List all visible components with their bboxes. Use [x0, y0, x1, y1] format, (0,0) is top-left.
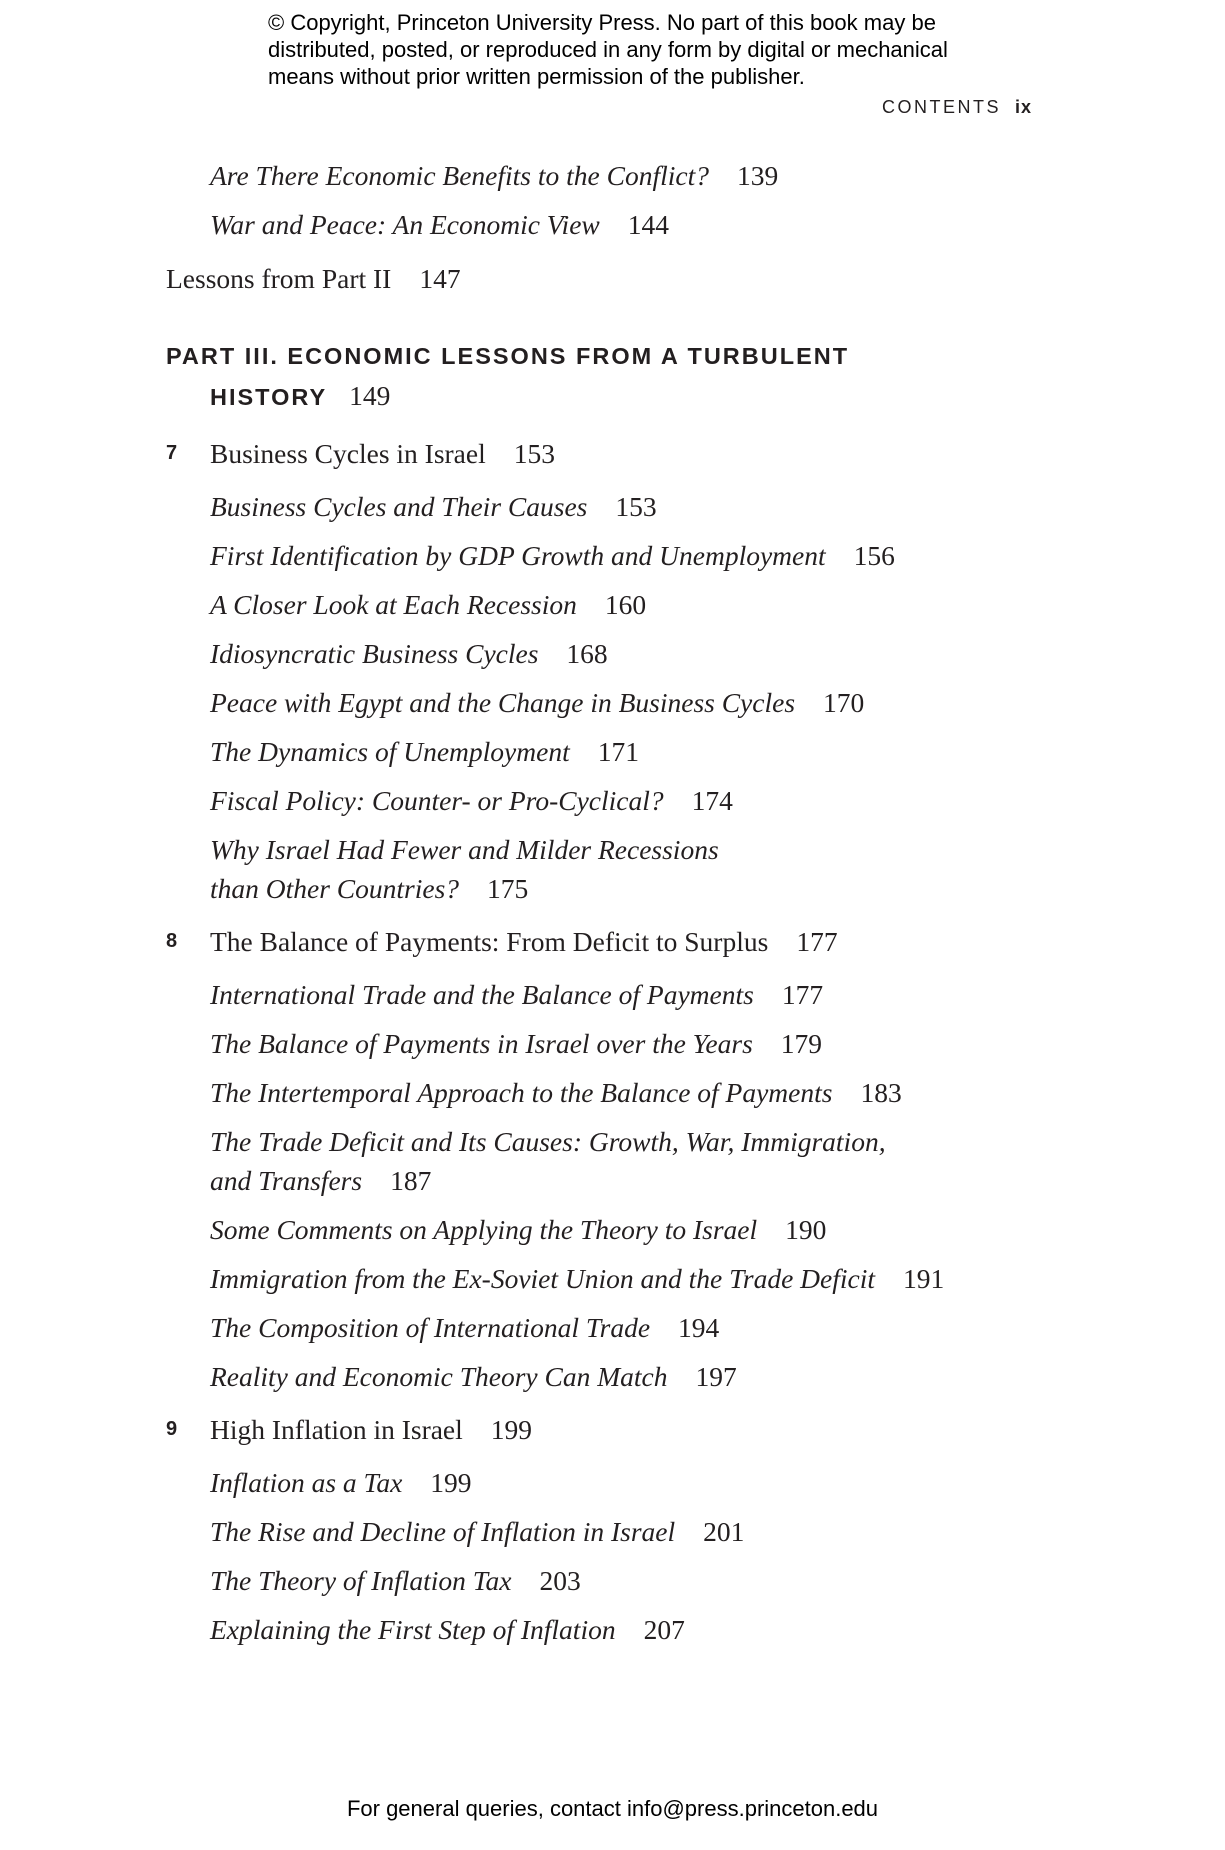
toc-section	[210, 975, 823, 1014]
toc-page-number: 207	[643, 1614, 685, 1645]
part-heading	[166, 337, 849, 417]
running-head	[882, 97, 1032, 118]
toc-section	[210, 781, 733, 820]
toc-section-title: Some Comments on Applying the Theory to Israel	[210, 1214, 758, 1245]
toc-page-number: 160	[604, 589, 647, 620]
toc-section	[210, 732, 639, 771]
toc-section	[210, 1610, 685, 1649]
toc-section	[210, 1073, 902, 1112]
toc-page-number: 187	[390, 1165, 432, 1196]
footer-contact: For general queries, contact info@press.princeton.edu	[346, 1796, 879, 1821]
toc-section	[210, 585, 646, 624]
toc-section-title: The Trade Deficit and Its Causes: Growth, War, Immigration,	[210, 1126, 886, 1157]
toc-section-title: First Identification by GDP Growth and Unemployment	[210, 540, 826, 571]
toc-section	[210, 683, 864, 722]
toc-page-number: 179	[780, 1028, 823, 1059]
toc-page-number: 171	[597, 736, 639, 767]
toc-section-title: Idiosyncratic Business Cycles	[210, 638, 539, 669]
toc-section-title: The Composition of International Trade	[210, 1312, 651, 1343]
chapter-number: 8	[166, 930, 178, 952]
toc-section-title: Reality and Economic Theory Can Match	[210, 1361, 668, 1392]
toc-page-number: 139	[736, 160, 779, 191]
toc-section	[210, 830, 719, 869]
toc-chapter	[210, 434, 555, 473]
toc-page-number: 168	[566, 638, 608, 669]
toc-section-title: War and Peace: An Economic View	[210, 209, 600, 240]
toc-page-number: 144	[627, 209, 669, 240]
toc-section-title: The Balance of Payments in Israel over the Years	[210, 1028, 753, 1059]
chapter-number: 9	[166, 1418, 178, 1440]
toc-page-number: 191	[903, 1263, 945, 1294]
toc-lessons-entry	[166, 259, 461, 298]
toc-section	[210, 1259, 944, 1298]
toc-page-number: 203	[539, 1565, 581, 1596]
toc-section-title: Why Israel Had Fewer and Milder Recessions	[210, 834, 719, 865]
toc-section	[210, 1463, 472, 1502]
toc-section-title: International Trade and the Balance of Payments	[210, 979, 754, 1010]
toc-section	[210, 634, 608, 673]
toc-section-title: Peace with Egypt and the Change in Business Cycles	[210, 687, 796, 718]
page-folio: ix	[1014, 97, 1032, 117]
running-head-title: CONTENTS	[881, 97, 1001, 117]
toc-section	[210, 1512, 744, 1551]
toc-section	[210, 536, 895, 575]
toc-section-title: Immigration from the Ex-Soviet Union and the Trade Deficit	[210, 1263, 875, 1294]
chapter-number: 7	[166, 442, 178, 464]
toc-section-title: A Closer Look at Each Recession	[210, 589, 577, 620]
toc-page-number: 149	[349, 380, 391, 411]
toc-section-title: Fiscal Policy: Counter- or Pro-Cyclical?	[210, 785, 664, 816]
toc-section-title: Explaining the First Step of Inflation	[210, 1614, 616, 1645]
toc-chapter-title: Business Cycles in Israel	[210, 438, 486, 469]
toc-section-title: The Intertemporal Approach to the Balance of Payments	[210, 1077, 833, 1108]
toc-page-number: 177	[781, 979, 824, 1010]
toc-section-title: The Theory of Inflation Tax	[210, 1565, 512, 1596]
toc-page-number: 153	[513, 438, 555, 469]
copyright-line-3: means without prior written permission of the publisher.	[268, 64, 805, 89]
toc-page-number: 156	[853, 540, 895, 571]
toc-page-number: 199	[430, 1467, 472, 1498]
toc-section-title-cont: than Other Countries?	[210, 873, 460, 904]
toc-lessons-title: Lessons from Part II	[166, 263, 392, 294]
toc-page-number: 147	[419, 263, 461, 294]
toc-section	[210, 487, 657, 526]
toc-chapter-title: High Inflation in Israel	[210, 1414, 463, 1445]
toc-chapter	[210, 922, 838, 961]
toc-page-number: 153	[615, 491, 657, 522]
toc-section-title: Are There Economic Benefits to the Conflict?	[210, 160, 709, 191]
toc-section	[210, 1122, 886, 1161]
toc-chapter-title: The Balance of Payments: From Deficit to Surplus	[210, 926, 769, 957]
toc-section-continuation	[210, 1161, 431, 1200]
toc-page-number: 177	[796, 926, 838, 957]
toc-page-number: 194	[678, 1312, 720, 1343]
toc-page-number: 199	[490, 1414, 533, 1445]
toc-page-number: 175	[487, 873, 529, 904]
toc-section-continuation	[210, 869, 528, 908]
toc-page-number: 190	[785, 1214, 827, 1245]
toc-section-title: Business Cycles and Their Causes	[210, 491, 588, 522]
copyright-line-2: distributed, posted, or reproduced in any form by digital or mechanical	[268, 37, 948, 62]
toc-section	[210, 205, 669, 244]
toc-chapter	[210, 1410, 532, 1449]
toc-page-number: 197	[695, 1361, 737, 1392]
toc-page-number: 183	[860, 1077, 902, 1108]
toc-section	[210, 156, 778, 195]
toc-section-title-cont: and Transfers	[210, 1165, 363, 1196]
toc-section	[210, 1357, 737, 1396]
toc-section-title: The Rise and Decline of Inflation in Israel	[210, 1516, 676, 1547]
toc-section	[210, 1024, 822, 1063]
toc-section-title: Inflation as a Tax	[210, 1467, 403, 1498]
toc-page-number: 174	[691, 785, 733, 816]
part-heading-line-2: HISTORY	[210, 384, 328, 410]
toc-section	[210, 1561, 581, 1600]
toc-page-number: 170	[823, 687, 865, 718]
copyright-notice	[268, 9, 1028, 90]
toc-section	[210, 1210, 826, 1249]
toc-section	[210, 1308, 719, 1347]
copyright-line-1: © Copyright, Princeton University Press. No part of this book may be	[268, 10, 936, 35]
toc-section-title: The Dynamics of Unemployment	[210, 736, 570, 767]
part-heading-line-1: PART III. ECONOMIC LESSONS FROM A TURBULENT	[166, 343, 850, 369]
toc-page-number: 201	[703, 1516, 745, 1547]
